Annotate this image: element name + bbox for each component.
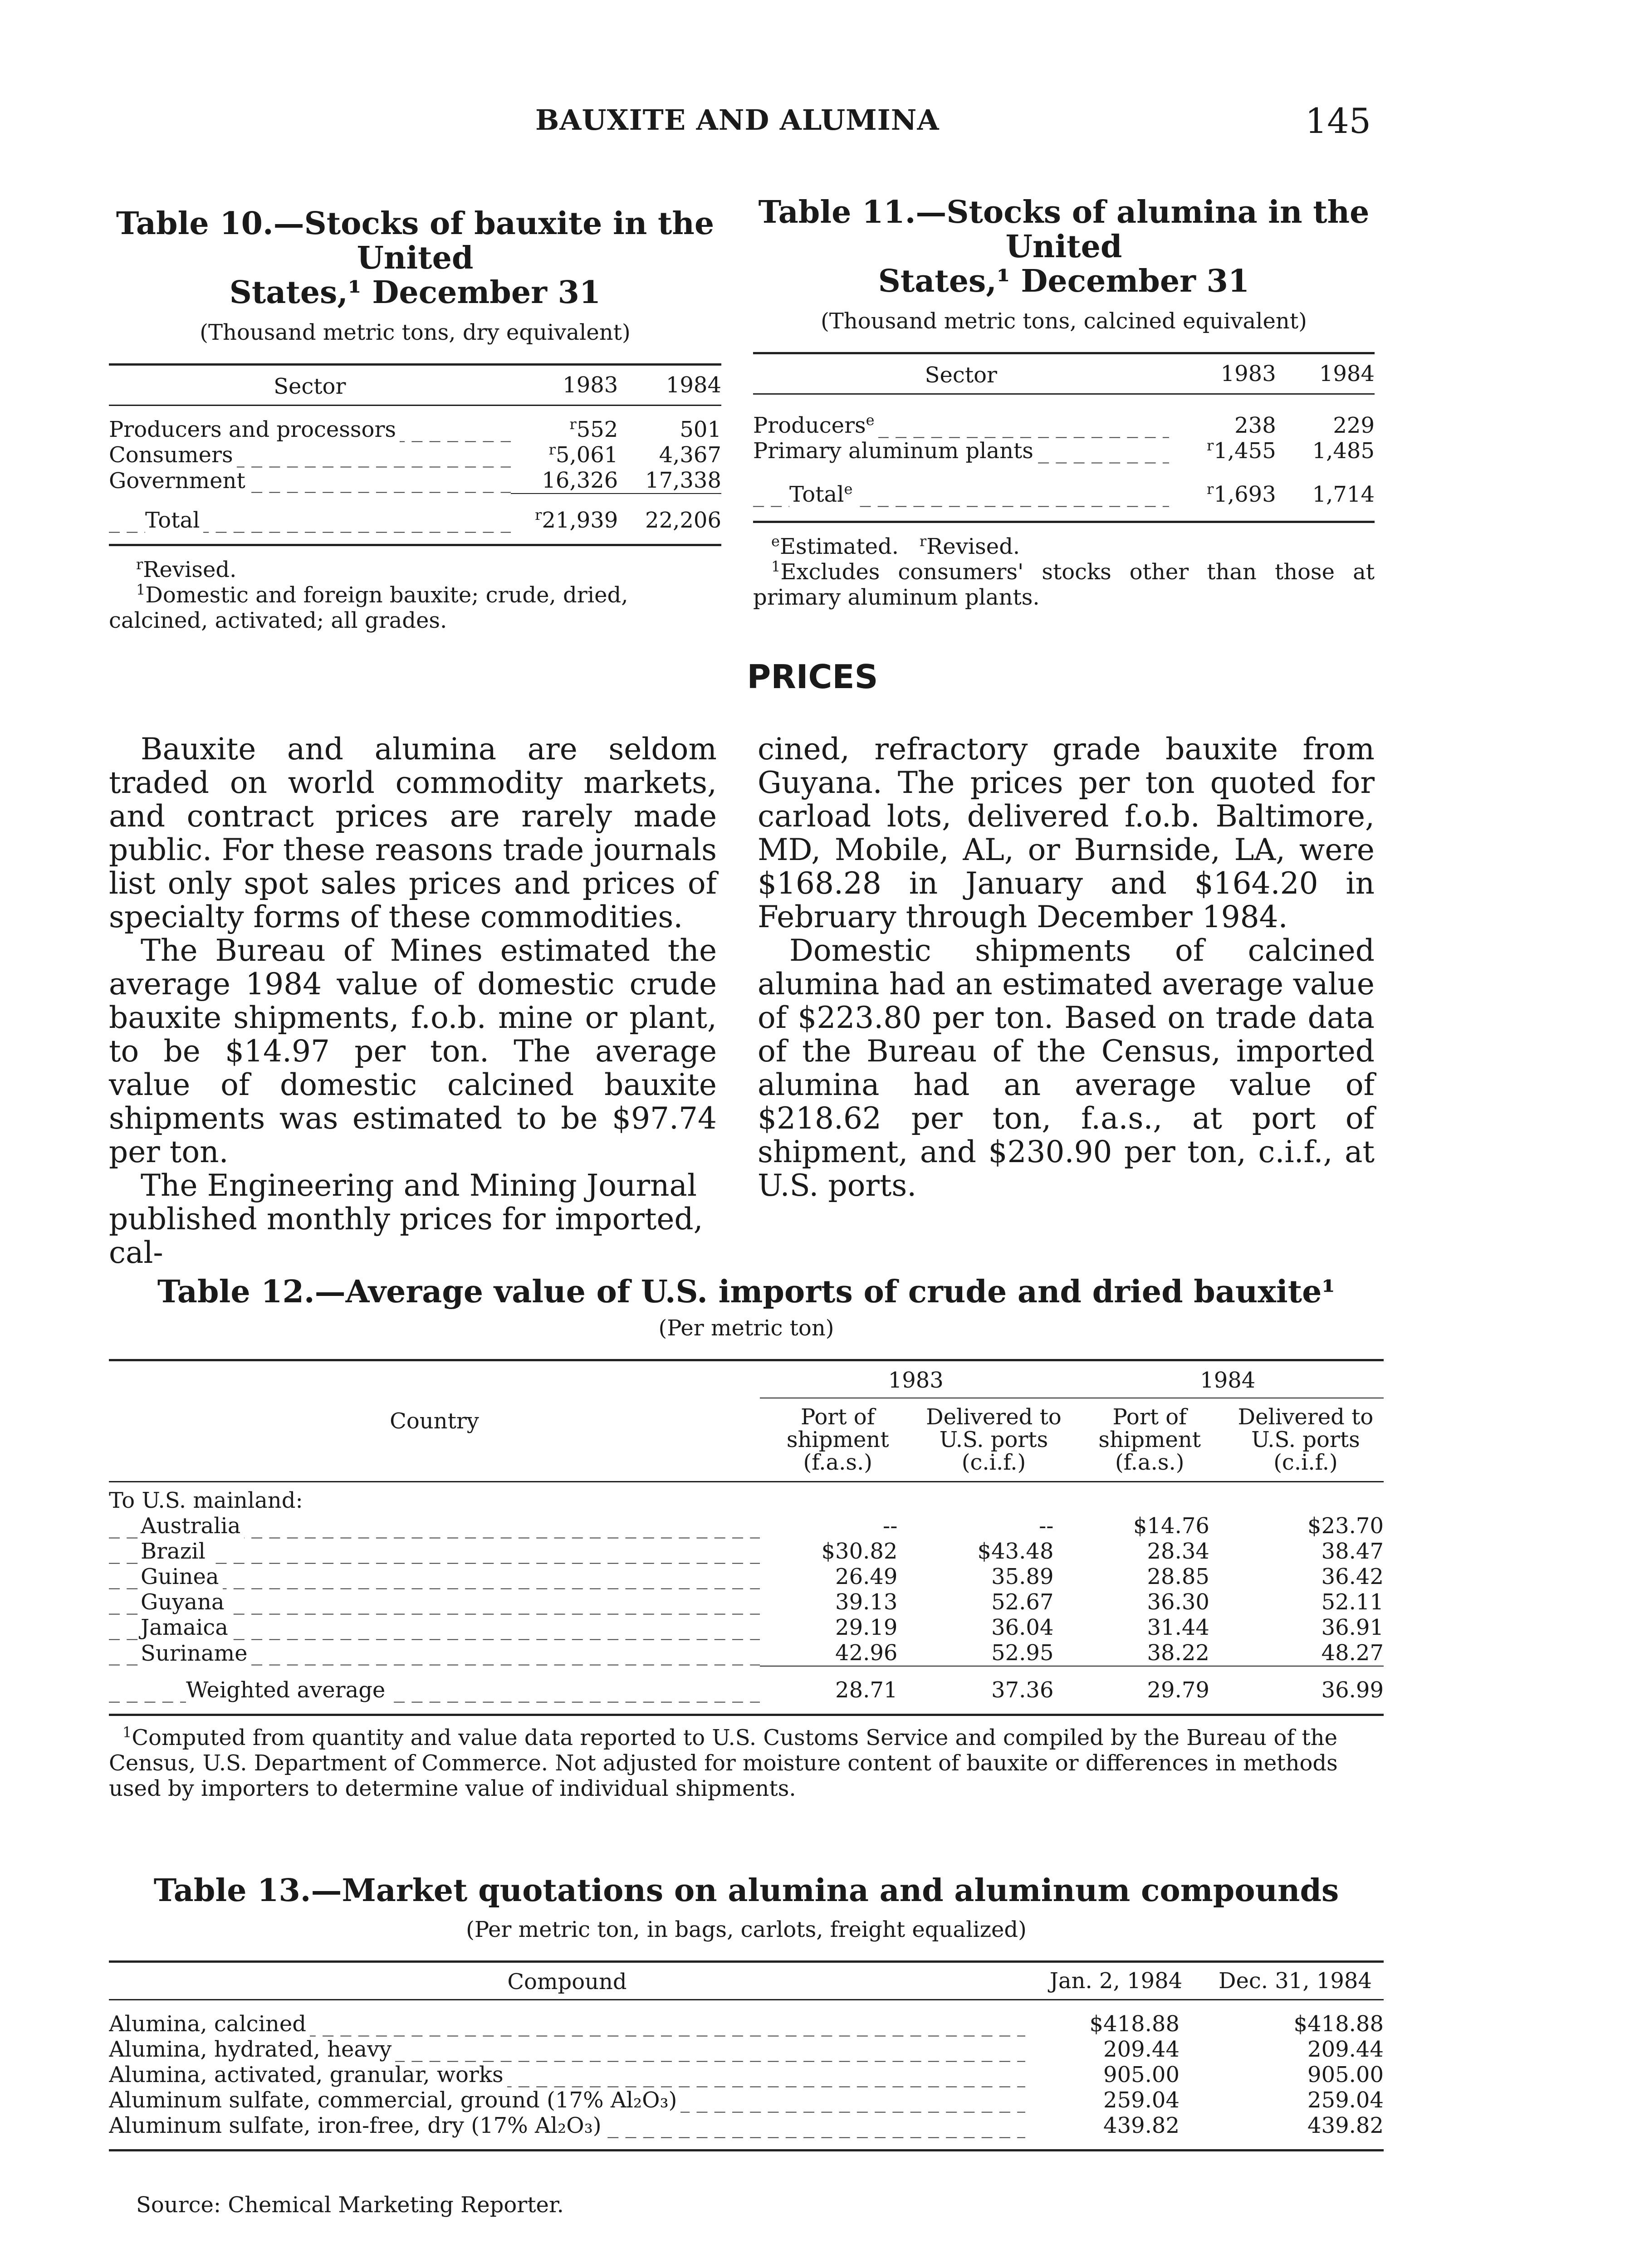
table12-subtitle: (Per metric ton) bbox=[658, 1315, 834, 1341]
section-heading-prices: PRICES bbox=[747, 658, 878, 696]
table11-col-sector: Sector bbox=[753, 353, 1169, 394]
table-row: Guinea _ _ _ 26.49 35.89 28.85 36.42 bbox=[109, 1564, 1384, 1589]
table-row: Suriname _ _ _ 42.96 52.95 38.22 48.27 bbox=[109, 1640, 1384, 1666]
table13-col-compound: Compound bbox=[109, 1962, 1025, 2000]
prices-right-column bbox=[758, 733, 1375, 1202]
table11-col-1983: 1983 bbox=[1169, 353, 1285, 394]
table-row: Alumina, calcined _ _ _ $418.88 $418.88 bbox=[109, 2011, 1384, 2037]
table11 bbox=[753, 195, 1375, 610]
table11-title: Table 11.—Stocks of alumina in the United States,¹ December 31 bbox=[758, 194, 1370, 299]
table-row: Consumers _ _ _ $^r$5,061 4,367 bbox=[109, 442, 721, 468]
table-row: Aluminum sulfate, iron-free, dry (17% Al₂O₃) _ _ _ 439.82 439.82 bbox=[109, 2113, 1384, 2138]
table13-source: Source: Chemical Marketing Reporter. bbox=[136, 2192, 564, 2218]
table13-col-jan: Jan. 2, 1984 bbox=[1025, 1962, 1207, 2000]
table10-col-1984: 1984 bbox=[627, 365, 721, 406]
table12-weighted-row: Weighted average _ _ _ 28.71 37.36 29.79 36.99 bbox=[109, 1677, 1384, 1703]
table10-total-row: Total _ _ _ $^r$21,939 22,206 bbox=[109, 508, 721, 533]
paragraph: cined, refractory grade bauxite from Guyana. The prices per ton quoted for carload lots, delivered f.o.b. Baltimore, MD, Mobile, AL, or Burnside, LA, were $168.28 in January and $164.20 in February through December 1984. bbox=[758, 732, 1375, 934]
table13-title: Table 13.—Market quotations on alumina and aluminum compounds bbox=[153, 1872, 1339, 1909]
table-row: Brazil _ _ _ $30.82 $43.48 28.34 38.47 bbox=[109, 1539, 1384, 1564]
table10-footnotes: $^r$Revised. $^1$Domestic and foreign bauxite; crude, dried, calcined, activated; all grades. bbox=[109, 556, 628, 633]
table13-subtitle: (Per metric ton, in bags, carlots, freight equalized) bbox=[466, 1917, 1027, 1942]
table11-footnotes: $^e$Estimated. $^r$Revised. $^1$Excludes consumers' stocks other than those at primary aluminum plants. bbox=[753, 533, 1375, 610]
prices-left-column bbox=[109, 733, 717, 1270]
running-title: BAUXITE AND ALUMINA bbox=[535, 103, 940, 137]
table12-col-country: Country bbox=[109, 1360, 760, 1482]
table12-col-1983: 1983 bbox=[760, 1360, 1072, 1398]
table10-grid bbox=[109, 363, 721, 546]
table12-grid bbox=[109, 1359, 1384, 1716]
table11-col-1984: 1984 bbox=[1285, 353, 1375, 394]
table10-col-1983: 1983 bbox=[511, 365, 627, 406]
table11-grid bbox=[753, 352, 1375, 523]
table12-footnote: $^1$Computed from quantity and value data reported to U.S. Customs Service and compiled by the Bureau of the Census, U.S. Department of Commerce. Not adjusted for moisture content of bauxite or differences in methods used by importers to determine value of individual shipments. bbox=[109, 1724, 1338, 1801]
table-row: Jamaica _ _ _ 29.19 36.04 31.44 36.91 bbox=[109, 1615, 1384, 1640]
table11-subtitle: (Thousand metric tons, calcined equivalent) bbox=[821, 308, 1307, 334]
page-number: 145 bbox=[1305, 101, 1371, 141]
table10-title: Table 10.—Stocks of bauxite in the United States,¹ December 31 bbox=[116, 205, 715, 311]
paragraph: The Engineering and Mining Journal published monthly prices for imported, cal- bbox=[109, 1168, 703, 1270]
table13 bbox=[109, 1873, 1384, 2218]
table-row: Guyana _ _ _ 39.13 52.67 36.30 52.11 bbox=[109, 1589, 1384, 1615]
table-row: Australia _ _ _ -- -- $14.76 $23.70 bbox=[109, 1513, 1384, 1539]
table12 bbox=[109, 1275, 1384, 1801]
table-row: Alumina, hydrated, heavy _ _ _ 209.44 209.44 bbox=[109, 2037, 1384, 2062]
table-row: Producers$^e$ _ _ _ 238 229 bbox=[753, 413, 1375, 438]
table11-total-row: Total$^e$ _ _ _ $^r$1,693 1,714 bbox=[753, 482, 1375, 507]
table-row: Alumina, activated, granular, works _ _ _ 905.00 905.00 bbox=[109, 2062, 1384, 2087]
table-row: Producers and processors _ _ _ $^r$552 501 bbox=[109, 417, 721, 442]
paragraph: Bauxite and alumina are seldom traded on world commodity markets, and contract prices are rarely made public. For these reasons trade journals list only spot sales prices and prices of specialty forms of these commodities. bbox=[109, 732, 717, 934]
table-row: Primary aluminum plants _ _ _ $^r$1,455 1,485 bbox=[753, 438, 1375, 464]
table12-col-1984: 1984 bbox=[1072, 1360, 1384, 1398]
paragraph: The Bureau of Mines estimated the average 1984 value of domestic crude bauxite shipments, f.o.b. mine or plant, to be $14.97 per ton. The average value of domestic calcined bauxite shipments was estimated to be $97.74 per ton. bbox=[109, 933, 717, 1169]
table13-grid bbox=[109, 1960, 1384, 2151]
table-row: Aluminum sulfate, commercial, ground (17% Al₂O₃) _ _ _ 259.04 259.04 bbox=[109, 2087, 1384, 2113]
table12-col-delivered-1984: Delivered to U.S. ports (c.i.f.) bbox=[1238, 1404, 1374, 1475]
table12-title: Table 12.—Average value of U.S. imports of crude and dried bauxite¹ bbox=[157, 1274, 1336, 1310]
table12-col-port-1983: Port of shipment (f.a.s.) bbox=[786, 1404, 889, 1475]
table-row: Government _ _ _ 16,326 17,338 bbox=[109, 468, 721, 494]
table13-col-dec: Dec. 31, 1984 bbox=[1207, 1962, 1384, 2000]
table10-col-sector: Sector bbox=[109, 365, 511, 406]
table12-col-delivered-1983: Delivered to U.S. ports (c.i.f.) bbox=[926, 1404, 1062, 1475]
table12-col-port-1984: Port of shipment (f.a.s.) bbox=[1098, 1404, 1201, 1475]
table10-subtitle: (Thousand metric tons, dry equivalent) bbox=[200, 320, 631, 345]
paragraph: Domestic shipments of calcined alumina had an estimated average value of $223.80 per ton. Based on trade data of the Bureau of the Census, imported alumina had an average value of $218.62 per ton, f.a.s., at port of shipment, and $230.90 per ton, c.i.f., at U.S. ports. bbox=[758, 933, 1375, 1203]
table10 bbox=[109, 206, 721, 633]
table12-group-label: To U.S. mainland: bbox=[109, 1488, 303, 1513]
